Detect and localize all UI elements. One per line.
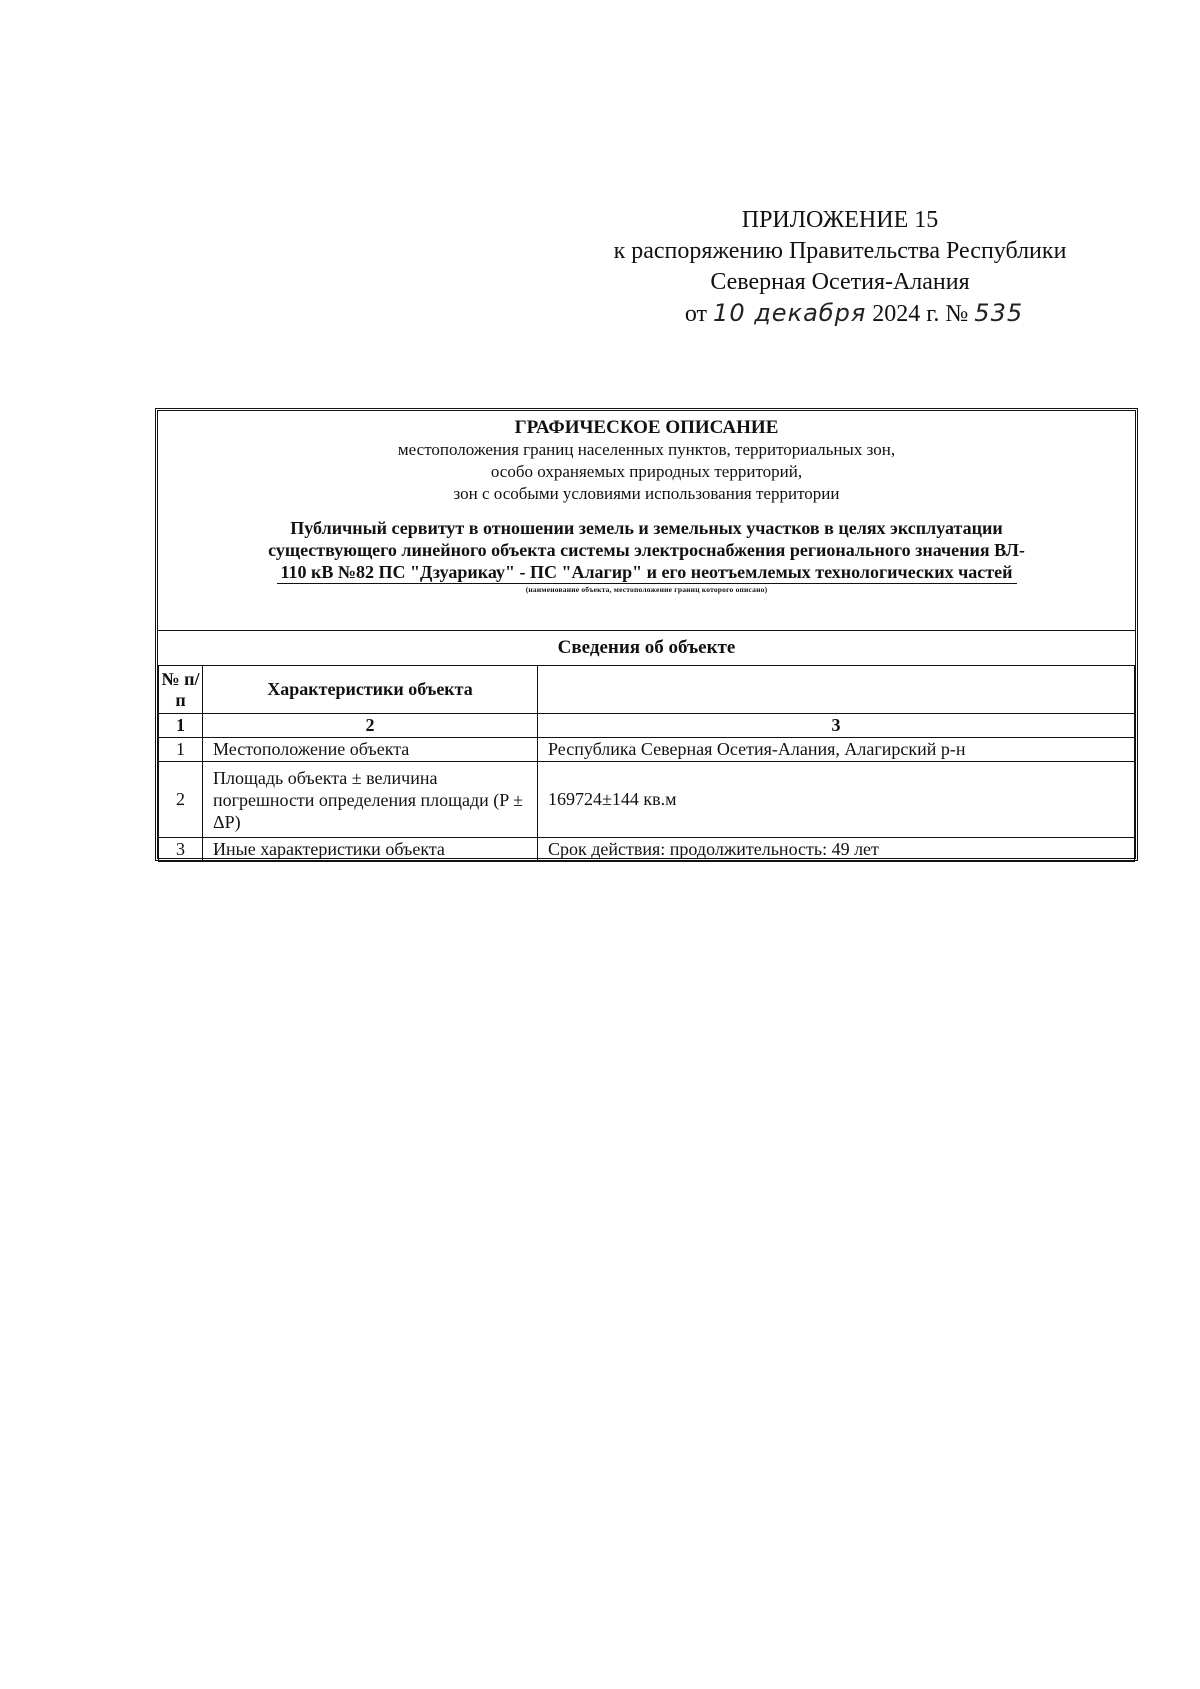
row-value: 169724±144 кв.м [538,762,1135,838]
appendix-date-line [685,298,1023,330]
appendix-reference: к распоряжению Правительства Республики [613,238,1067,264]
row-characteristic: Площадь объекта ± величина погрешности определения площади (P ± ΔP) [203,762,538,838]
row-value: Республика Северная Осетия-Алания, Алагирский р-н [538,738,1135,762]
table-row [159,762,1135,838]
table-row [159,738,1135,762]
subtitle-line-2: особо охраняемых природных территорий, [490,462,803,481]
column-number: 3 [538,714,1135,738]
title-block [158,411,1135,629]
header-characteristic: Характеристики объекта [203,666,538,714]
table-header-row [159,666,1135,714]
subtitle-line-1: местоположения границ населенных пунктов, территориальных зон, [397,440,896,459]
row-num: 3 [159,838,203,862]
column-number: 1 [159,714,203,738]
row-value: Срок действия: продолжительность: 49 лет [538,838,1135,862]
column-number-row [159,714,1135,738]
object-info-table [158,665,1135,862]
row-num: 1 [159,738,203,762]
header-value [538,666,1135,714]
row-characteristic: Местоположение объекта [203,738,538,762]
date-prefix: от [684,301,708,327]
appendix-number: ПРИЛОЖЕНИЕ 15 [741,207,939,233]
date-year: 2024 г. № [872,301,969,327]
row-num: 2 [159,762,203,838]
subtitle-line-3: зон с особыми условиями использования территории [453,484,840,503]
object-name-line-3: 110 кВ №82 ПС "Дзуарикау" - ПС "Алагир" и его неотъемлемых технологических частей [277,561,1017,584]
object-name-line-2: существующего линейного объекта системы электроснабжения регионального значения ВЛ- [268,540,1025,560]
handwritten-date: 10 декабря [713,299,867,327]
table-row [159,838,1135,862]
column-number: 2 [203,714,538,738]
appendix-region: Северная Осетия-Алания [710,269,970,295]
object-name-line-1: Публичный сервитут в отношении земель и земельных участков в целях эксплуатации [290,518,1003,538]
section-title: Сведения об объекте [557,637,736,658]
separator-line [158,630,1135,631]
appendix-header [560,205,1120,330]
object-name-caption: (наименование объекта, местоположение границ которого описано) [525,585,768,594]
graphic-description-frame [155,408,1138,861]
handwritten-number: 535 [974,299,1024,327]
document-title: ГРАФИЧЕСКОЕ ОПИСАНИЕ [514,417,779,438]
header-num: № п/п [159,666,203,714]
row-characteristic: Иные характеристики объекта [203,838,538,862]
object-name [197,517,1097,584]
